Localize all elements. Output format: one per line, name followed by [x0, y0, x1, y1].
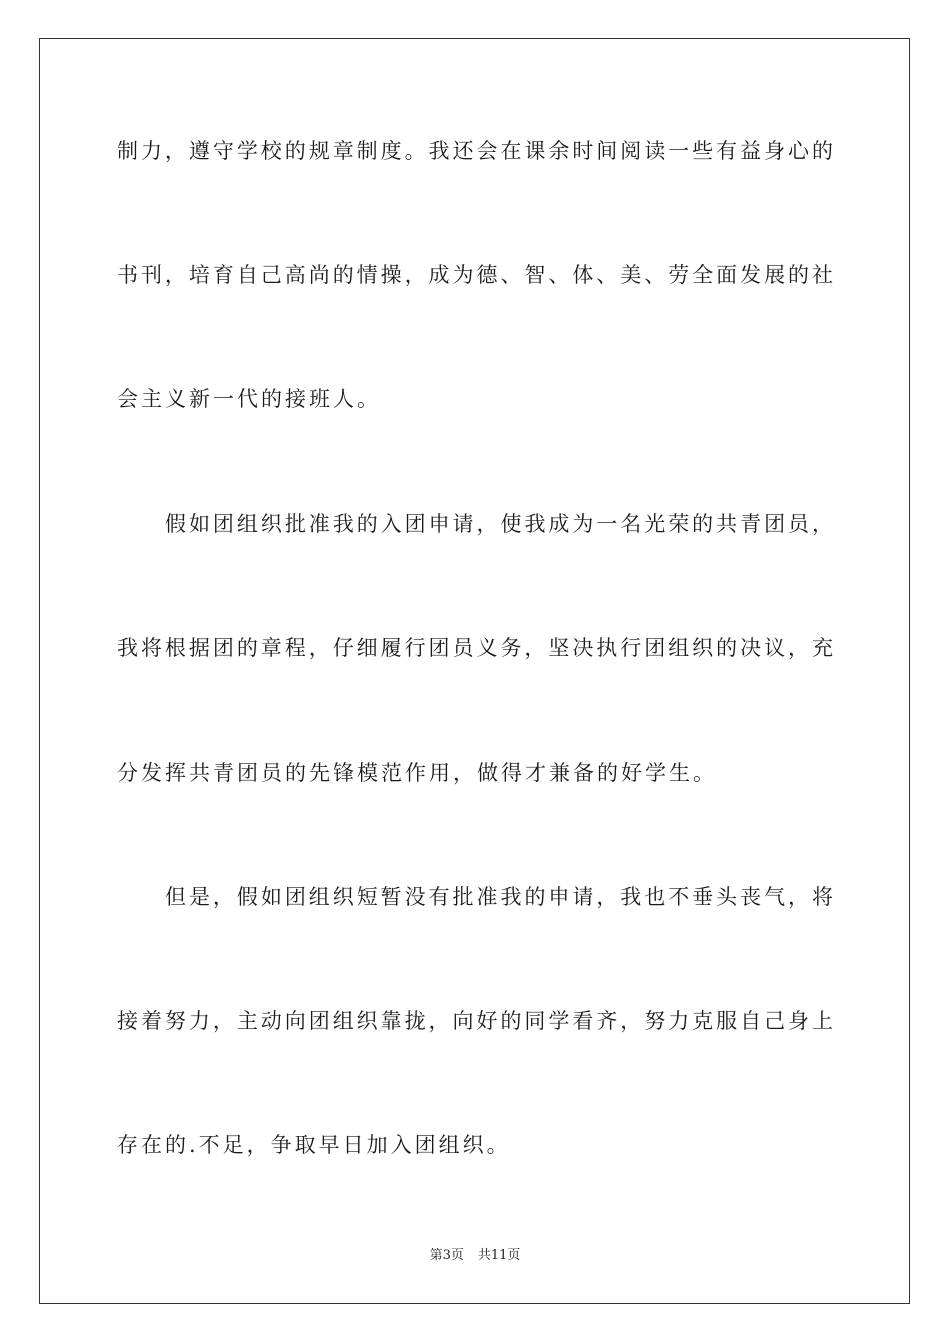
text-line: 书刊，培育自己高尚的情操，成为德、智、体、美、劳全面发展的社 [117, 263, 833, 287]
paragraph-first-line: 假如团组织批准我的入团申请，使我成为一名光荣的共青团员， [165, 512, 833, 536]
text-line: 分发挥共青团员的先锋模范作用，做得才兼备的好学生。 [117, 761, 717, 785]
paragraph-first-line: 但是，假如团组织短暂没有批准我的申请，我也不垂头丧气，将 [165, 885, 833, 909]
page-number: 第3页 [429, 1248, 464, 1263]
text-line: 会主义新一代的接班人。 [117, 387, 381, 411]
page-footer [0, 1247, 950, 1265]
text-line: 我将根据团的章程，仔细履行团员义务，坚决执行团组织的决议，充 [117, 636, 833, 660]
page-total: 共11页 [477, 1248, 521, 1263]
page-border [39, 38, 910, 1304]
text-line: 制力，遵守学校的规章制度。我还会在课余时间阅读一些有益身心的 [117, 139, 833, 163]
text-line: 接着努力，主动向团组织靠拢，向好的同学看齐，努力克服自己身上 [117, 1009, 833, 1033]
text-line: 存在的.不足，争取早日加入团组织。 [117, 1133, 511, 1157]
